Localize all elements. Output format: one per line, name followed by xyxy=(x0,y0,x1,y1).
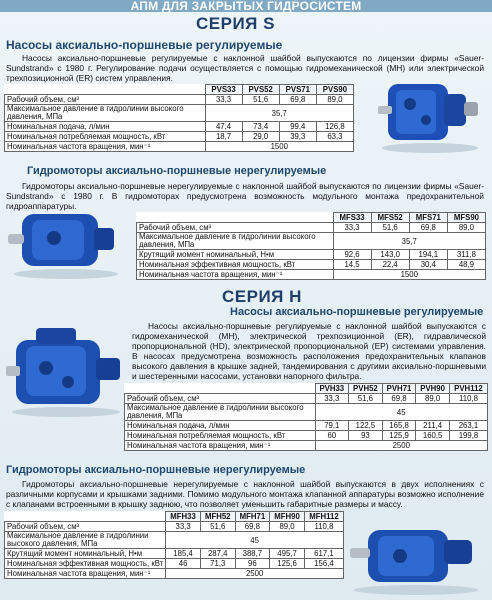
row-label: Номинальная частота вращения, мин⁻¹ xyxy=(137,270,334,280)
row-label: Номинальная эффективная мощность, кВт xyxy=(137,260,334,270)
row-label: Номинальная частота вращения, мин⁻¹ xyxy=(5,142,206,152)
value-cell: 48,9 xyxy=(447,260,485,270)
value-cell: 388,7 xyxy=(235,549,270,559)
table-header-blank xyxy=(125,384,316,394)
value-cell: 63,3 xyxy=(316,132,353,142)
value-cell: 33,3 xyxy=(315,394,349,404)
value-cell: 89,0 xyxy=(416,394,450,404)
series-s-title: СЕРИЯ S xyxy=(196,14,275,33)
s-motors-description: Гидромоторы аксиально-поршневые нерегулируемые с наклонной шайбой выпускаются по лицензии фирмы «Sauer-Sundstrand» с 1980 г. В гидромоторах предусмотрена возможность модульного монтажа предохранительной гидроаппаратуры. xyxy=(6,181,484,211)
row-label: Номинальная частота вращения, мин⁻¹ xyxy=(125,441,316,451)
value-cell: 93 xyxy=(349,431,383,441)
table-row xyxy=(5,522,344,532)
value-cell: 211,4 xyxy=(416,421,450,431)
merged-value-cell: 2500 xyxy=(166,569,344,579)
value-cell: 143,0 xyxy=(371,250,409,260)
row-label: Номинальная частота вращения, мин⁻¹ xyxy=(5,569,166,579)
table-row xyxy=(5,549,344,559)
table-header-row xyxy=(5,512,344,522)
value-cell: 92,6 xyxy=(333,250,371,260)
row-label: Максимальное давление в гидролинии высокого давления, МПа xyxy=(137,233,334,250)
value-cell: 22,4 xyxy=(371,260,409,270)
table-row xyxy=(137,223,486,233)
column-header: MFS52 xyxy=(371,213,409,223)
h-pumps-title: Насосы аксиально-поршневые регулируемые xyxy=(230,306,484,318)
series-h-title: СЕРИЯ H xyxy=(222,287,302,306)
value-cell: 51,6 xyxy=(349,394,383,404)
merged-value-cell: 35,7 xyxy=(333,233,486,250)
s-motors-title: Гидромоторы аксиально-поршневые нерегулируемые xyxy=(27,165,327,177)
value-cell: 18,7 xyxy=(205,132,242,142)
table-row xyxy=(137,233,486,250)
value-cell: 122,5 xyxy=(349,421,383,431)
table-row xyxy=(5,559,344,569)
column-header: PVH71 xyxy=(382,384,416,394)
table-header-blank xyxy=(137,213,334,223)
value-cell: 51,6 xyxy=(242,95,279,105)
value-cell: 14,5 xyxy=(333,260,371,270)
row-label: Рабочий объем, см³ xyxy=(5,522,166,532)
column-header: PVS71 xyxy=(279,85,316,95)
table-row xyxy=(5,105,354,122)
row-label: Крутящий момент номинальный, Н•м xyxy=(5,549,166,559)
table-row xyxy=(137,260,486,270)
column-header: MFH33 xyxy=(166,512,201,522)
merged-value-cell: 45 xyxy=(166,532,344,549)
hydraulic-pump-illustration xyxy=(6,322,126,418)
table-header-row xyxy=(137,213,486,223)
value-cell: 263,1 xyxy=(449,421,487,431)
column-header: PVH33 xyxy=(315,384,349,394)
row-label: Рабочий объем, см³ xyxy=(137,223,334,233)
value-cell: 156,4 xyxy=(304,559,343,569)
value-cell: 125,6 xyxy=(270,559,305,569)
value-cell: 39,3 xyxy=(279,132,316,142)
value-cell: 126,8 xyxy=(316,122,353,132)
row-label: Крутящий момент номинальный, Н•м xyxy=(137,250,334,260)
row-label: Рабочий объем, см³ xyxy=(5,95,206,105)
table-row xyxy=(125,431,488,441)
column-header: PVH112 xyxy=(449,384,487,394)
merged-value-cell: 45 xyxy=(315,404,488,421)
value-cell: 69,8 xyxy=(235,522,270,532)
h-pumps-description: Насосы аксиально-поршневые регулируемые с наклонной шайбой выпускаются с гидромеханической (MH), электрической трехпозиционной (ER), гидравлической пропорциональной (HD), электрической пропорциональной (EP) системами управления. В насосах предусмотрена возможность расположения предохранительных клапанов высокого давления в крышке задней, тандемирования с другими аксиально-поршневыми и шестеренными насосами, установки напорного фильтра. xyxy=(132,321,486,381)
value-cell: 165,8 xyxy=(382,421,416,431)
value-cell: 46 xyxy=(166,559,201,569)
column-header: MFS71 xyxy=(409,213,447,223)
row-label: Рабочий объем, см³ xyxy=(125,394,316,404)
table-header-row xyxy=(5,85,354,95)
value-cell: 495,7 xyxy=(270,549,305,559)
value-cell: 311,8 xyxy=(447,250,485,260)
value-cell: 51,6 xyxy=(371,223,409,233)
value-cell: 29,0 xyxy=(242,132,279,142)
value-cell: 69,8 xyxy=(382,394,416,404)
value-cell: 69,8 xyxy=(279,95,316,105)
s-motors-spec-table xyxy=(136,212,486,280)
column-header: PVH52 xyxy=(349,384,383,394)
s-pumps-title: Насосы аксиально-поршневые регулируемые xyxy=(6,38,283,52)
value-cell: 194,1 xyxy=(409,250,447,260)
value-cell: 79,1 xyxy=(315,421,349,431)
row-label: Номинальная эффективная мощность, кВт xyxy=(5,559,166,569)
h-pumps-spec-table xyxy=(124,383,488,451)
value-cell: 99,4 xyxy=(279,122,316,132)
value-cell: 30,4 xyxy=(409,260,447,270)
table-row xyxy=(125,404,488,421)
column-header: MFH71 xyxy=(235,512,270,522)
row-label: Номинальная подача, л/мин xyxy=(5,122,206,132)
h-motors-title: Гидромоторы аксиально-поршневые нерегулируемые xyxy=(6,464,306,476)
column-header: MFS33 xyxy=(333,213,371,223)
hydraulic-pump-illustration xyxy=(374,72,486,154)
merged-value-cell: 1500 xyxy=(333,270,486,280)
value-cell: 71,3 xyxy=(200,559,235,569)
value-cell: 185,4 xyxy=(166,549,201,559)
hydraulic-motor-illustration xyxy=(346,516,486,596)
column-header: PVH90 xyxy=(416,384,450,394)
table-row xyxy=(5,569,344,579)
value-cell: 287,4 xyxy=(200,549,235,559)
value-cell: 51,6 xyxy=(200,522,235,532)
value-cell: 33,3 xyxy=(166,522,201,532)
value-cell: 47,4 xyxy=(205,122,242,132)
column-header: PVS90 xyxy=(316,85,353,95)
table-row xyxy=(137,250,486,260)
row-label: Номинальная потребляемая мощность, кВт xyxy=(5,132,206,142)
h-motors-spec-table xyxy=(4,511,344,579)
column-header: MFH112 xyxy=(304,512,343,522)
value-cell: 33,3 xyxy=(333,223,371,233)
value-cell: 89,0 xyxy=(270,522,305,532)
column-header: MFS90 xyxy=(447,213,485,223)
value-cell: 96 xyxy=(235,559,270,569)
value-cell: 89,0 xyxy=(316,95,353,105)
merged-value-cell: 35,7 xyxy=(205,105,354,122)
table-row xyxy=(5,532,344,549)
value-cell: 125,9 xyxy=(382,431,416,441)
row-label: Максимальное давление в гидролинии высокого давления, МПа xyxy=(125,404,316,421)
column-header: MFH90 xyxy=(270,512,305,522)
table-row xyxy=(5,95,354,105)
s-pumps-spec-table xyxy=(4,84,354,152)
merged-value-cell: 1500 xyxy=(205,142,354,152)
value-cell: 89,0 xyxy=(447,223,485,233)
merged-value-cell: 2500 xyxy=(315,441,488,451)
row-label: Номинальная потребляемая мощность, кВт xyxy=(125,431,316,441)
table-header-blank xyxy=(5,512,166,522)
column-header: MFH52 xyxy=(200,512,235,522)
value-cell: 69,8 xyxy=(409,223,447,233)
value-cell: 33,3 xyxy=(205,95,242,105)
hydraulic-motor-illustration xyxy=(6,204,126,280)
value-cell: 199,8 xyxy=(449,431,487,441)
table-row xyxy=(5,132,354,142)
value-cell: 617,1 xyxy=(304,549,343,559)
table-row xyxy=(137,270,486,280)
row-label: Максимальное давление в гидролинии высокого давления, МПа xyxy=(5,105,206,122)
row-label: Максимальное давление в гидролинии высокого давления, МПа xyxy=(5,532,166,549)
table-header-row xyxy=(125,384,488,394)
column-header: PVS33 xyxy=(205,85,242,95)
value-cell: 110,8 xyxy=(449,394,487,404)
page-header: АПМ ДЛЯ ЗАКРЫТЫХ ГИДРОСИСТЕМ xyxy=(0,0,492,12)
column-header: PVS52 xyxy=(242,85,279,95)
value-cell: 73,4 xyxy=(242,122,279,132)
table-row xyxy=(5,142,354,152)
s-pumps-description: Насосы аксиально-поршневые регулируемые с наклонной шайбой выпускаются по лицензии фирмы «Sauer-Sundstrand» с 1980 г. Регулирование подачи осуществляется с помощью гидромеханической (MH) или электрической трехпозиционной (ER) систем управления. xyxy=(6,53,484,83)
value-cell: 60 xyxy=(315,431,349,441)
table-row xyxy=(5,122,354,132)
table-row xyxy=(125,421,488,431)
value-cell: 110,8 xyxy=(304,522,343,532)
table-row xyxy=(125,441,488,451)
table-row xyxy=(125,394,488,404)
table-header-blank xyxy=(5,85,206,95)
h-motors-description: Гидромоторы аксиально-поршневые нерегулируемые с наклонной шайбой выпускаются в двух исполнениях с различными корпусами и крышками задними. Помимо модульного монтажа клапанной аппаратуры возможно исполнение с клапанами встроенными в крышку заднюю, что позволяет уменьшить габаритные размеры и массу. xyxy=(6,479,484,509)
row-label: Номинальная подача, л/мин xyxy=(125,421,316,431)
value-cell: 160,5 xyxy=(416,431,450,441)
